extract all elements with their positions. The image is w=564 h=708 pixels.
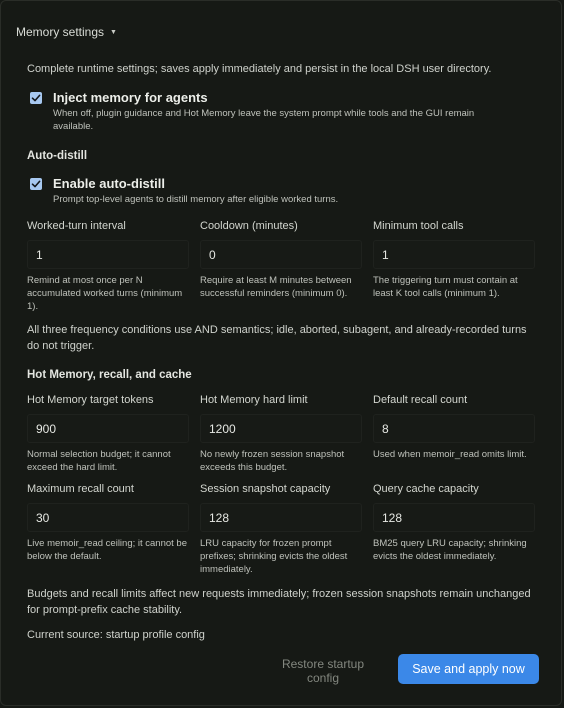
session-snapshot-capacity-field	[200, 483, 362, 576]
minimum-tool-calls-input[interactable]	[373, 240, 535, 269]
maximum-recall-count-input[interactable]	[27, 503, 189, 532]
auto-distill-note: All three frequency conditions use AND semantics; idle, aborted, subagent, and already-recorded turns do not trigger.	[27, 324, 527, 352]
field-help: Remind at most once per N accumulated worked turns (minimum 1).	[27, 275, 183, 312]
field-help: No newly frozen session snapshot exceeds this budget.	[200, 449, 345, 473]
minimum-tool-calls-field	[373, 220, 535, 300]
field-label: Hot Memory hard limit	[200, 394, 308, 406]
inject-memory-description: When off, plugin guidance and Hot Memory leave the system prompt while tools and the GUI remain available.	[53, 108, 475, 132]
field-label: Maximum recall count	[27, 483, 134, 495]
caret-down-icon: ▼	[110, 28, 117, 36]
field-label: Hot Memory target tokens	[27, 394, 154, 406]
hot-memory-note: Budgets and recall limits affect new requests immediately; frozen session snapshots remain unchanged for prompt-prefix cache stability.	[27, 588, 531, 616]
query-cache-capacity-field	[373, 483, 535, 563]
enable-auto-distill-description: Prompt top-level agents to distill memory after eligible worked turns.	[53, 194, 339, 205]
memory-settings-toggle[interactable]	[16, 25, 117, 39]
field-label: Default recall count	[373, 394, 468, 406]
hot-memory-target-tokens-field	[27, 394, 189, 474]
field-label: Cooldown (minutes)	[200, 220, 298, 232]
cooldown-minutes-field	[200, 220, 362, 300]
field-help: Require at least M minutes between successful reminders (minimum 0).	[200, 275, 352, 299]
restore-startup-config-button[interactable]: Restore startup config	[259, 656, 387, 684]
inject-memory-title: Inject memory for agents	[53, 90, 208, 105]
enable-auto-distill-title: Enable auto-distill	[53, 176, 165, 191]
worked-turn-interval-input[interactable]	[27, 240, 189, 269]
field-help: BM25 query LRU capacity; shrinking evicts the oldest immediately.	[373, 538, 527, 562]
field-label: Worked-turn interval	[27, 220, 126, 232]
hot-memory-hard-limit-field	[200, 394, 362, 474]
enable-auto-distill-checkbox[interactable]	[30, 178, 42, 190]
field-help: LRU capacity for frozen prompt prefixes; shrinking evicts the oldest immediately.	[200, 538, 348, 575]
checkmark-icon	[31, 179, 41, 189]
enable-auto-distill-row	[30, 176, 503, 206]
inject-memory-checkbox[interactable]	[30, 92, 42, 104]
cooldown-minutes-input[interactable]	[200, 240, 362, 269]
session-snapshot-capacity-input[interactable]	[200, 503, 362, 532]
hot-memory-hard-limit-input[interactable]	[200, 414, 362, 443]
hot-memory-heading: Hot Memory, recall, and cache	[27, 369, 192, 381]
field-help: The triggering turn must contain at least K tool calls (minimum 1).	[373, 275, 518, 299]
field-help: Live memoir_read ceiling; it cannot be below the default.	[27, 538, 188, 562]
save-and-apply-button[interactable]: Save and apply now	[398, 654, 539, 684]
field-label: Minimum tool calls	[373, 220, 464, 232]
default-recall-count-field	[373, 394, 535, 461]
field-label: Session snapshot capacity	[200, 483, 331, 495]
current-source-text: Current source: startup profile config	[27, 629, 205, 641]
worked-turn-interval-field	[27, 220, 189, 313]
field-help: Used when memoir_read omits limit.	[373, 449, 527, 460]
field-label: Query cache capacity	[373, 483, 479, 495]
section-header-title: Memory settings	[16, 25, 105, 39]
auto-distill-heading: Auto-distill	[27, 150, 88, 162]
inject-memory-row	[30, 90, 503, 133]
maximum-recall-count-field	[27, 483, 189, 563]
field-help: Normal selection budget; it cannot exceed the hard limit.	[27, 449, 171, 473]
checkmark-icon	[31, 93, 41, 103]
query-cache-capacity-input[interactable]	[373, 503, 535, 532]
intro-text: Complete runtime settings; saves apply immediately and persist in the local DSH user directory.	[27, 63, 492, 75]
hot-memory-target-tokens-input[interactable]	[27, 414, 189, 443]
default-recall-count-input[interactable]	[373, 414, 535, 443]
